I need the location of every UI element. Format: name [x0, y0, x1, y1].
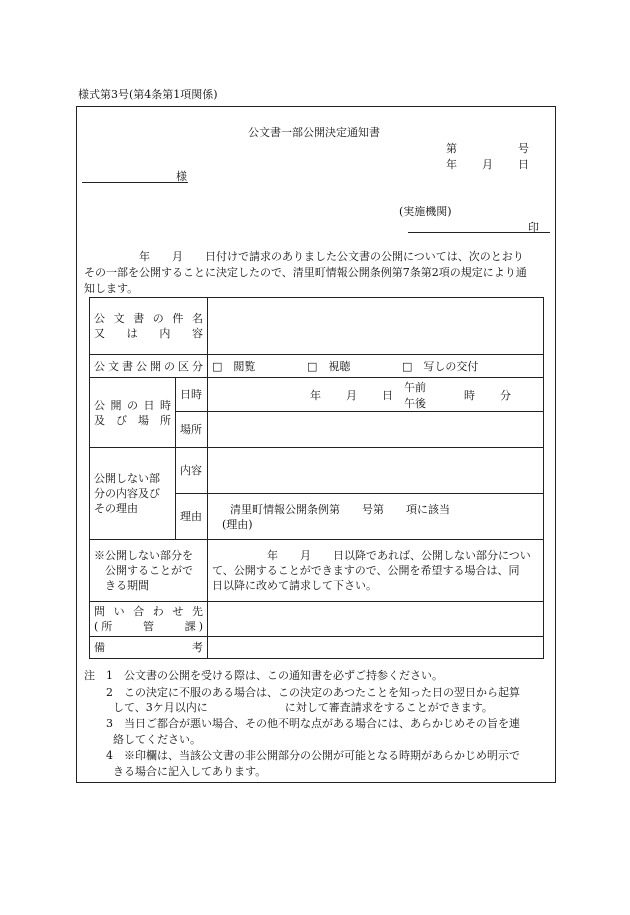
note-3-line-2: 絡してください。: [113, 733, 201, 746]
content-label: 内容: [176, 448, 208, 494]
dt-year: 年: [310, 389, 321, 402]
withheld-label-line-2: 分の内容及び: [94, 487, 160, 500]
addressee-line: [82, 182, 188, 183]
subject-label: [90, 298, 208, 355]
withheld-label-line-3: その理由: [94, 502, 138, 515]
future-label-line-1: ※公開しない部分を: [94, 549, 193, 562]
remarks-value[interactable]: [208, 637, 544, 659]
subject-label-line-1: 公文書の件名: [94, 312, 203, 325]
dt-minute: 分: [500, 389, 511, 402]
date-year: 年: [446, 158, 457, 171]
date-day: 日: [518, 158, 529, 171]
future-line-2: て、公開することができますので、公開を希望する場合は、同: [212, 564, 520, 577]
subject-label-line-2: 又 は 内 容: [94, 327, 203, 340]
when-where-label: [90, 378, 176, 448]
datetime-label: 日時: [176, 378, 208, 412]
row-future: [90, 540, 544, 602]
category-label-text: 公文書公開の区分: [94, 359, 203, 373]
reason-value[interactable]: [208, 494, 544, 540]
reason-text: 清里町情報公開条例第 号第 項に該当: [230, 502, 450, 516]
contact-label-line-1: 問い合わせ先: [94, 605, 203, 618]
category-label: [90, 355, 208, 378]
dt-pm: 午後: [404, 397, 426, 410]
withheld-label: [90, 448, 176, 540]
future-label-line-3: きる期間: [105, 579, 149, 592]
note-2-line-2: して、3ケ月以内に に対して審査請求をすることができます。: [113, 701, 493, 714]
when-where-label-line-2: 及び場所: [94, 413, 171, 427]
future-label: [90, 540, 208, 602]
note-4-line-2: きる場合に記入してあります。: [113, 765, 267, 778]
seal-mark: 印: [528, 221, 539, 234]
agency-label: (実施機関): [399, 205, 452, 218]
row-contact: [90, 602, 544, 637]
content-value[interactable]: [208, 448, 544, 494]
dt-day: 日: [382, 389, 393, 402]
row-subject: [90, 298, 544, 355]
row-remarks: [90, 637, 544, 659]
document-title: 公文書一部公開決定通知書: [248, 126, 380, 139]
future-label-line-2: 公開することがで: [105, 564, 193, 577]
row-category: [90, 355, 544, 378]
option-copy-checkbox[interactable]: □ 写しの交付: [402, 359, 479, 373]
future-value[interactable]: [208, 540, 544, 602]
contact-label: [90, 602, 208, 637]
when-where-label-line-1: 公開の日時: [94, 398, 171, 412]
dt-hour: 時: [464, 389, 475, 402]
doc-number-go: 号: [518, 142, 529, 155]
note-3-line-1: 3 当日ご都合が悪い場合、その他不明な点がある場合には、あらかじめその旨を連: [106, 717, 520, 730]
place-value[interactable]: [208, 412, 544, 448]
category-options: [208, 355, 544, 378]
note-4-line-1: 4 ※印欄は、当該公文書の非公開部分の公開が可能となる時期があらかじめ明示で: [106, 749, 520, 762]
reason-sub: (理由): [222, 517, 253, 531]
note-1: 1 公文書の公開を受ける際は、この通知書を必ずご持参ください。: [106, 669, 443, 682]
intro-line-2: その一部を公開することに決定したので、清里町情報公開条例第7条第2項の規定により通: [84, 266, 527, 279]
row-withheld-content: [90, 448, 544, 494]
form-reference: 様式第3号(第4条第1項関係): [78, 88, 218, 101]
reason-label: 理由: [176, 494, 208, 540]
option-listen-checkbox[interactable]: □ 視聴: [307, 359, 351, 373]
future-line-1: 年 月 日以降であれば、公開しない部分につい: [212, 549, 531, 562]
remarks-label-text: 備 考: [94, 641, 203, 654]
agency-line: [408, 232, 550, 233]
contact-value[interactable]: [208, 602, 544, 637]
dt-am: 午前: [404, 381, 426, 394]
dt-month: 月: [346, 389, 357, 402]
datetime-value[interactable]: [208, 378, 544, 412]
notes-prefix: 注: [84, 669, 95, 682]
contact-label-line-2: (所 管 課): [94, 620, 203, 633]
remarks-label: [90, 637, 208, 659]
doc-number-dai: 第: [446, 142, 457, 155]
disclosure-table: [89, 297, 544, 659]
addressee-suffix: 様: [176, 170, 187, 183]
note-2-line-1: 2 この決定に不服のある場合は、この決定のあつたことを知った日の翌日から起算: [106, 686, 520, 699]
intro-line-1: 年 月 日付けで請求のありました公文書の公開については、次のとおり: [84, 250, 524, 263]
place-label: 場所: [176, 412, 208, 448]
subject-value[interactable]: [208, 298, 544, 355]
future-line-3: 日以降に改めて請求して下さい。: [212, 579, 377, 592]
date-month: 月: [482, 158, 493, 171]
option-view-checkbox[interactable]: □ 閲覧: [212, 359, 256, 373]
withheld-label-line-1: 公開しない部: [94, 472, 160, 485]
intro-line-3: 知します。: [84, 282, 139, 295]
row-datetime: [90, 378, 544, 412]
